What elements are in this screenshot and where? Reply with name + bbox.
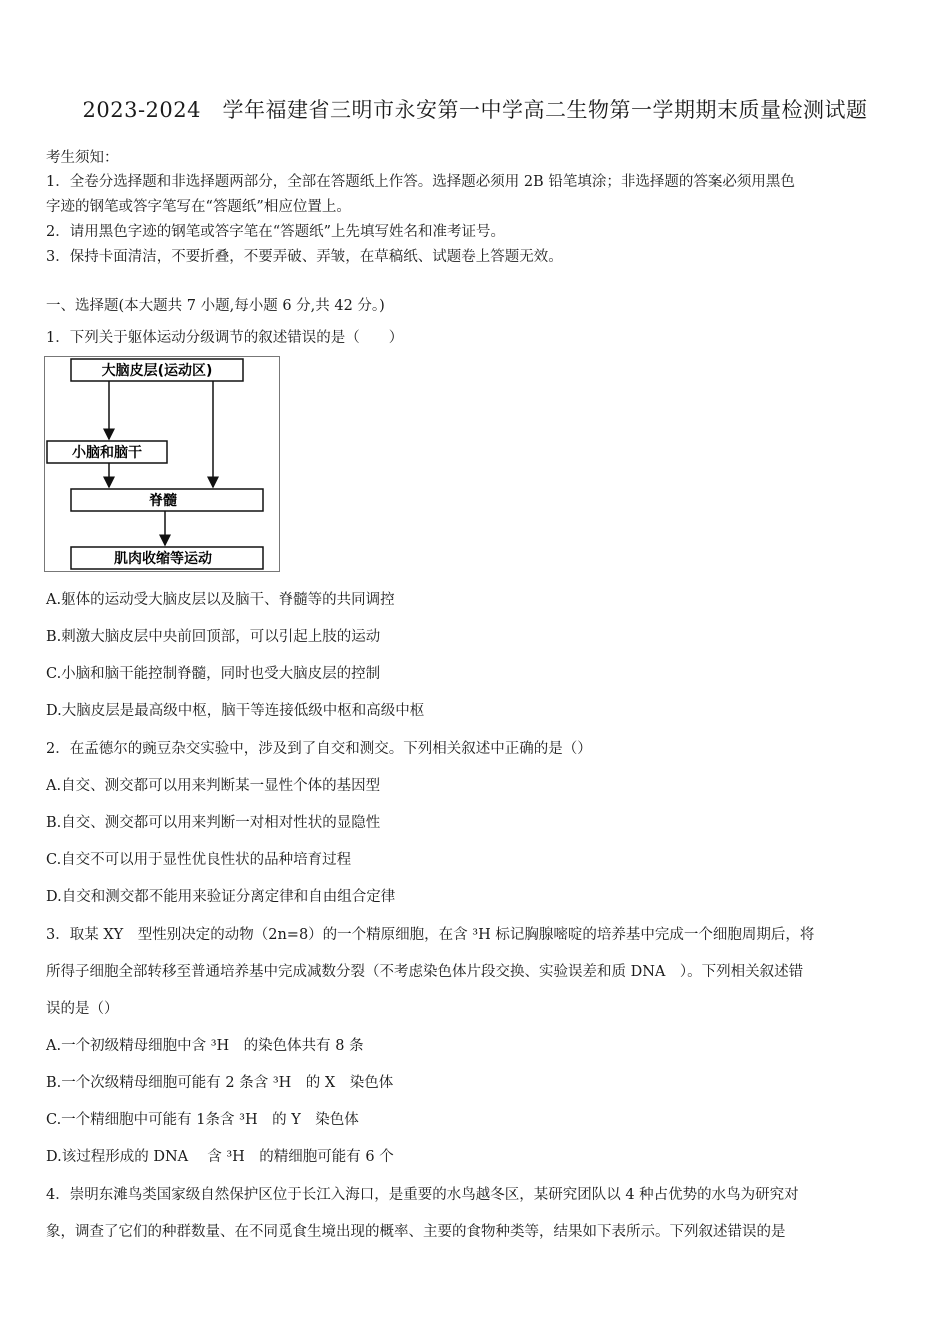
question-3-stem-line: 误的是（） xyxy=(46,1001,119,1017)
question-2-option-b: B.自交、测交都可以用来判断一对相对性状的显隐性 xyxy=(46,815,381,831)
question-4-stem-line: 象，调查了它们的种群数量、在不同觅食生境出现的概率、主要的食物种类等，结果如下表所示。下列叙述错误的是 xyxy=(46,1224,786,1240)
notice-item: 1．全卷分选择题和非选择题两部分，全部在答题纸上作答。选择题必须用 2B 铅笔填涂；非选择题的答案必须用黑色 xyxy=(46,174,795,190)
notice-item: 字迹的钢笔或答字笔写在“答题纸”相应位置上。 xyxy=(46,199,351,215)
question-3-option-b: B.一个次级精母细胞可能有 2 条含 ³H 的 X 染色体 xyxy=(46,1075,394,1091)
notice-heading: 考生须知： xyxy=(46,150,119,166)
question-3-option-a: A.一个初级精母细胞中含 ³H 的染色体共有 8 条 xyxy=(46,1038,364,1054)
question-4-stem-line: 4．崇明东滩鸟类国家级自然保护区位于长江入海口，是重要的水鸟越冬区，某研究团队以 4 种占优势的水鸟为研究对 xyxy=(46,1187,799,1203)
cerebellum-label: 小脑和脑干 xyxy=(72,445,142,461)
section-heading: 一、选择题(本大题共 7 小题,每小题 6 分,共 42 分。) xyxy=(46,298,385,314)
notice-item: 2．请用黑色字迹的钢笔或答字笔在“答题纸”上先填写姓名和准考证号。 xyxy=(46,224,506,240)
question-2-option-c: C.自交不可以用于显性优良性状的品种培育过程 xyxy=(46,852,352,868)
question-1-option-d: D.大脑皮层是最高级中枢，脑干等连接低级中枢和高级中枢 xyxy=(46,703,425,719)
question-2-option-d: D.自交和测交都不能用来验证分离定律和自由组合定律 xyxy=(46,889,396,905)
cortex-label: 大脑皮层(运动区) xyxy=(101,363,213,379)
question-3-option-d: D.该过程形成的 DNA 含 ³H 的精细胞可能有 6 个 xyxy=(46,1149,394,1165)
question-3-option-c: C.一个精细胞中可能有 1条含 ³H 的 Y 染色体 xyxy=(46,1112,359,1128)
question-2-option-a: A.自交、测交都可以用来判断某一显性个体的基因型 xyxy=(46,778,381,794)
question-2-stem: 2．在孟德尔的豌豆杂交实验中，涉及到了自交和测交。下列相关叙述中正确的是（） xyxy=(46,741,592,757)
muscle-label: 肌肉收缩等运动 xyxy=(114,551,212,567)
question-3-stem-line: 所得子细胞全部转移至普通培养基中完成减数分裂（不考虑染色体片段交换、实验误差和质 DNA ）。下列相关叙述错 xyxy=(46,964,804,980)
question-1-option-a: A.躯体的运动受大脑皮层以及脑干、脊髓等的共同调控 xyxy=(46,592,395,608)
question-1-option-b: B.刺激大脑皮层中央前回顶部，可以引起上肢的运动 xyxy=(46,629,381,645)
question-1-stem: 1．下列关于躯体运动分级调节的叙述错误的是（ ） xyxy=(46,330,404,346)
notice-item: 3．保持卡面清洁，不要折叠，不要弄破、弄皱，在草稿纸、试题卷上答题无效。 xyxy=(46,249,563,265)
page-title: 2023-2024 学年福建省三明市永安第一中学高二生物第一学期期末质量检测试题 xyxy=(82,98,868,122)
spinal-cord-label: 脊髓 xyxy=(149,493,177,509)
question-3-stem-line: 3．取某 XY 型性别决定的动物（2n=8）的一个精原细胞，在含 ³H 标记胸腺嘧啶的培养基中完成一个细胞周期后，将 xyxy=(46,927,815,943)
motor-control-diagram xyxy=(44,356,280,572)
question-1-option-c: C.小脑和脑干能控制脊髓，同时也受大脑皮层的控制 xyxy=(46,666,381,682)
